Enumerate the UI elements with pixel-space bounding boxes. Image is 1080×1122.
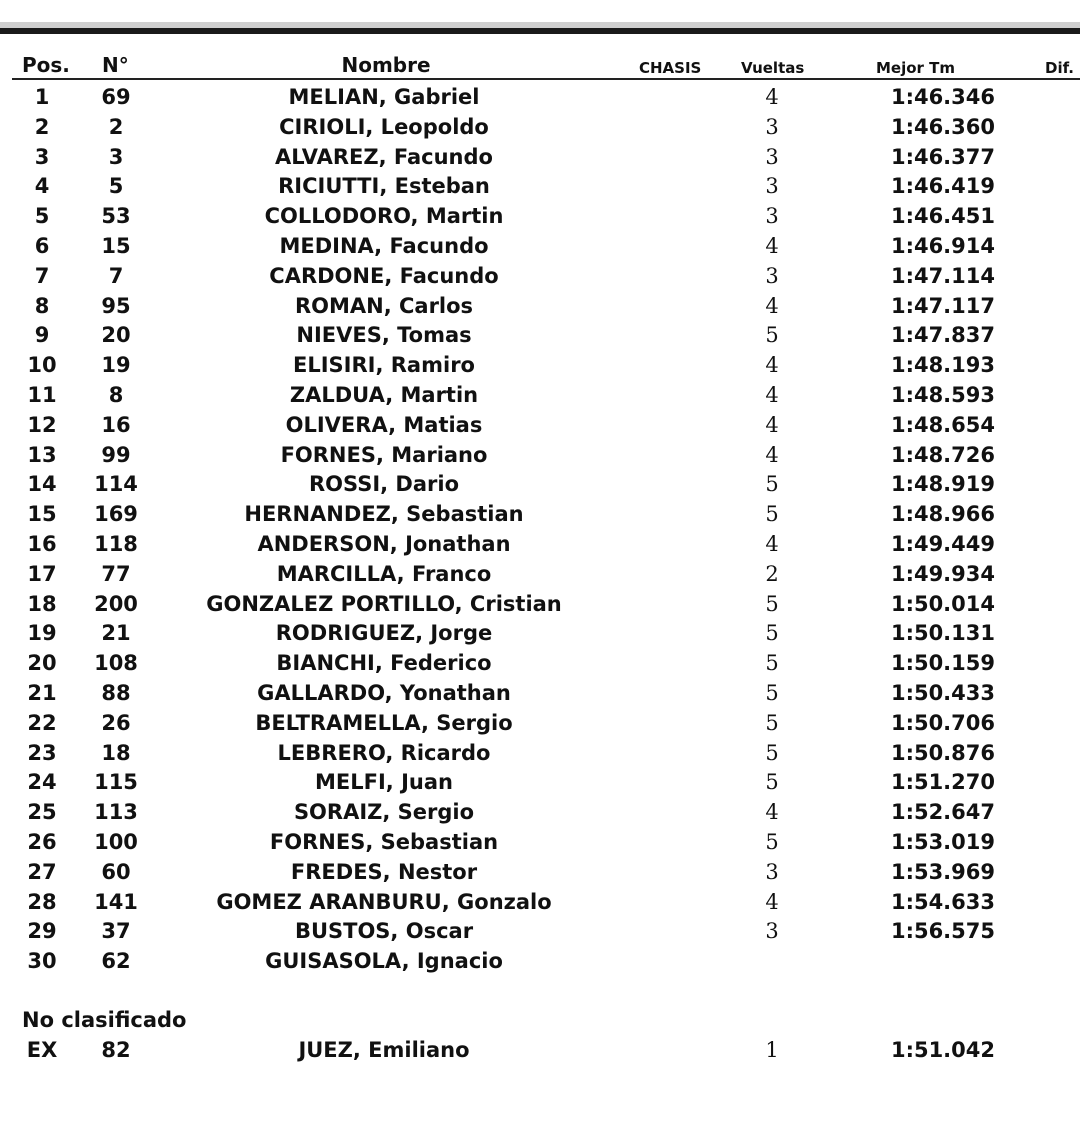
row-driver-name: FORNES, Mariano [280, 442, 488, 467]
row-car-number: 21 [101, 621, 131, 646]
table-row [0, 530, 1080, 560]
row-laps: 4 [765, 531, 779, 556]
row-position: 1 [34, 85, 50, 109]
row-driver-name: FORNES, Sebastian [269, 829, 499, 854]
row-position: 24 [27, 770, 57, 795]
row-car-number: 18 [101, 740, 131, 765]
row-position: 16 [27, 531, 57, 556]
table-row [0, 143, 1080, 173]
row-car-number: 16 [101, 412, 131, 437]
header-laps: Vueltas [741, 59, 805, 77]
row-position: 6 [34, 233, 50, 258]
header-best-time: Mejor Tm [876, 59, 956, 77]
header-name: Nombre [341, 53, 431, 77]
row-laps: 1 [765, 1038, 779, 1062]
row-car-number: 113 [94, 800, 138, 825]
row-car-number: 118 [94, 531, 138, 556]
row-position: 3 [34, 144, 50, 169]
row-car-number: 200 [94, 591, 138, 616]
row-best-time: 1:48.919 [890, 472, 995, 497]
row-best-time: 1:53.019 [890, 829, 995, 854]
row-best-time: 1:46.346 [890, 85, 995, 109]
row-position: 18 [27, 591, 57, 616]
row-position: 17 [27, 561, 57, 586]
row-car-number: 169 [94, 502, 138, 527]
row-driver-name: JUEZ, Emiliano [298, 1038, 470, 1062]
row-driver-name: MEDINA, Facundo [279, 233, 489, 258]
row-laps: 4 [765, 85, 779, 109]
header-difference: Dif. [1045, 59, 1074, 77]
row-driver-name: MARCILLA, Franco [276, 561, 492, 586]
table-row [0, 381, 1080, 411]
table-row [0, 768, 1080, 798]
row-best-time: 1:50.131 [890, 621, 995, 646]
row-car-number: 7 [108, 263, 124, 288]
row-driver-name: GUISASOLA, Ignacio [265, 949, 503, 974]
table-row [0, 1036, 1080, 1066]
table-row [0, 262, 1080, 292]
table-row [0, 917, 1080, 947]
row-driver-name: GOMEZ ARANBURU, Gonzalo [216, 889, 552, 914]
row-car-number: 3 [108, 144, 124, 169]
row-laps: 3 [765, 114, 779, 139]
row-driver-name: SORAIZ, Sergio [293, 800, 475, 825]
row-driver-name: NIEVES, Tomas [296, 323, 472, 348]
table-row [0, 619, 1080, 649]
row-best-time: 1:50.433 [890, 680, 995, 705]
table-row [0, 947, 1080, 977]
row-laps: 5 [765, 740, 779, 765]
table-row [0, 411, 1080, 441]
row-car-number: 141 [94, 889, 138, 914]
row-car-number: 100 [94, 829, 138, 854]
row-car-number: 60 [101, 859, 131, 884]
row-laps: 5 [765, 323, 779, 348]
header-underline [12, 78, 1080, 80]
row-position: 15 [27, 502, 57, 527]
table-row [0, 441, 1080, 471]
row-best-time: 1:46.419 [890, 174, 995, 199]
row-position: 25 [27, 800, 57, 825]
row-driver-name: COLLODORO, Martin [264, 204, 504, 229]
table-row [0, 709, 1080, 739]
row-driver-name: ZALDUA, Martin [289, 382, 479, 407]
table-row [0, 649, 1080, 679]
header-pos: Pos. [22, 53, 70, 77]
row-car-number: 15 [101, 233, 131, 258]
row-position: 9 [34, 323, 50, 348]
row-driver-name: CARDONE, Facundo [269, 263, 499, 288]
table-row [0, 202, 1080, 232]
row-car-number: 37 [101, 919, 131, 944]
table-row [0, 560, 1080, 590]
row-driver-name: ANDERSON, Jonathan [257, 531, 511, 556]
row-driver-name: HERNANDEZ, Sebastian [244, 502, 524, 527]
row-best-time: 1:51.270 [890, 770, 995, 795]
row-driver-name: LEBRERO, Ricardo [277, 740, 491, 765]
row-best-time: 1:50.159 [890, 651, 995, 676]
row-driver-name: MELIAN, Gabriel [288, 85, 480, 109]
row-position: 28 [27, 889, 57, 914]
row-best-time: 1:46.377 [890, 144, 995, 169]
row-laps: 4 [765, 800, 779, 825]
row-best-time: 1:47.837 [890, 323, 995, 348]
row-best-time: 1:47.117 [890, 293, 995, 318]
row-car-number: 69 [101, 85, 131, 109]
row-position: 30 [27, 949, 57, 974]
row-best-time: 1:50.876 [890, 740, 995, 765]
row-best-time: 1:48.654 [890, 412, 995, 437]
row-laps: 4 [765, 442, 779, 467]
row-car-number: 8 [108, 382, 124, 407]
row-car-number: 82 [101, 1038, 131, 1062]
header-number: N° [102, 53, 129, 77]
row-position: 21 [27, 680, 57, 705]
row-position: EX [26, 1038, 58, 1062]
row-laps: 3 [765, 204, 779, 229]
row-car-number: 2 [108, 114, 124, 139]
row-best-time: 1:48.193 [890, 353, 995, 378]
table-row [0, 113, 1080, 143]
row-laps: 3 [765, 859, 779, 884]
row-position: 29 [27, 919, 57, 944]
row-laps: 5 [765, 651, 779, 676]
row-driver-name: CIRIOLI, Leopoldo [279, 114, 489, 139]
row-car-number: 20 [101, 323, 131, 348]
row-laps: 4 [765, 412, 779, 437]
row-driver-name: BUSTOS, Oscar [294, 919, 474, 944]
row-position: 12 [27, 412, 57, 437]
row-car-number: 115 [94, 770, 138, 795]
table-row [0, 500, 1080, 530]
table-row [0, 292, 1080, 322]
row-laps: 3 [765, 263, 779, 288]
table-row [0, 858, 1080, 888]
row-driver-name: GALLARDO, Yonathan [257, 680, 511, 705]
row-car-number: 62 [101, 949, 131, 974]
row-position: 7 [34, 263, 50, 288]
row-position: 22 [27, 710, 57, 735]
row-best-time: 1:56.575 [890, 919, 995, 944]
row-car-number: 95 [101, 293, 131, 318]
header-chasis: CHASIS [639, 59, 702, 77]
row-laps: 3 [765, 174, 779, 199]
row-laps: 4 [765, 293, 779, 318]
row-laps: 5 [765, 502, 779, 527]
row-laps: 4 [765, 233, 779, 258]
row-position: 8 [34, 293, 50, 318]
not-classified-table [0, 1036, 1080, 1066]
row-best-time: 1:48.593 [890, 382, 995, 407]
row-best-time: 1:54.633 [890, 889, 995, 914]
row-driver-name: GONZALEZ PORTILLO, Cristian [206, 591, 562, 616]
row-driver-name: ROMAN, Carlos [294, 293, 474, 318]
page-top-rule [0, 28, 1080, 34]
row-best-time: 1:50.706 [890, 710, 995, 735]
table-row [0, 172, 1080, 202]
table-row [0, 321, 1080, 351]
row-laps: 5 [765, 680, 779, 705]
row-driver-name: MELFI, Juan [315, 770, 453, 795]
table-row [0, 590, 1080, 620]
row-laps: 3 [765, 919, 779, 944]
row-best-time: 1:51.042 [890, 1038, 995, 1062]
table-row [0, 351, 1080, 381]
row-laps: 5 [765, 591, 779, 616]
row-laps: 5 [765, 770, 779, 795]
row-position: 27 [27, 859, 57, 884]
row-best-time: 1:46.914 [890, 233, 995, 258]
row-driver-name: FREDES, Nestor [290, 859, 478, 884]
row-car-number: 99 [101, 442, 131, 467]
row-best-time: 1:48.966 [890, 502, 995, 527]
row-position: 10 [27, 353, 57, 378]
table-row [0, 470, 1080, 500]
table-row [0, 83, 1080, 113]
row-position: 5 [34, 204, 50, 229]
row-car-number: 114 [94, 472, 138, 497]
row-car-number: 5 [108, 174, 124, 199]
row-car-number: 88 [101, 680, 131, 705]
row-laps: 5 [765, 710, 779, 735]
row-best-time: 1:49.449 [890, 531, 995, 556]
row-position: 2 [34, 114, 50, 139]
row-laps: 5 [765, 621, 779, 646]
table-row [0, 232, 1080, 262]
row-position: 20 [27, 651, 57, 676]
row-laps: 4 [765, 889, 779, 914]
not-classified-label: No clasificado [22, 1008, 187, 1032]
row-laps: 4 [765, 382, 779, 407]
results-table-header [0, 50, 1080, 80]
row-best-time: 1:50.014 [890, 591, 995, 616]
table-row [0, 798, 1080, 828]
row-car-number: 19 [101, 353, 131, 378]
row-driver-name: BELTRAMELLA, Sergio [255, 710, 513, 735]
row-best-time: 1:46.360 [890, 114, 995, 139]
table-row [0, 679, 1080, 709]
row-laps: 5 [765, 829, 779, 854]
row-driver-name: ELISIRI, Ramiro [293, 353, 475, 378]
row-position: 19 [27, 621, 57, 646]
row-laps: 3 [765, 144, 779, 169]
row-laps: 4 [765, 353, 779, 378]
row-position: 14 [27, 472, 57, 497]
row-position: 26 [27, 829, 57, 854]
top-margin [0, 0, 1080, 22]
row-driver-name: OLIVERA, Matias [285, 412, 483, 437]
table-row [0, 828, 1080, 858]
row-driver-name: RODRIGUEZ, Jorge [275, 621, 493, 646]
row-best-time: 1:48.726 [890, 442, 995, 467]
row-best-time: 1:53.969 [890, 859, 995, 884]
table-row [0, 888, 1080, 918]
row-driver-name: RICIUTTI, Esteban [278, 174, 490, 199]
row-best-time: 1:49.934 [890, 561, 995, 586]
row-position: 13 [27, 442, 57, 467]
row-best-time: 1:52.647 [890, 800, 995, 825]
row-position: 23 [27, 740, 57, 765]
row-car-number: 108 [94, 651, 138, 676]
row-driver-name: ALVAREZ, Facundo [275, 144, 493, 169]
row-car-number: 77 [101, 561, 131, 586]
row-car-number: 53 [101, 204, 131, 229]
row-best-time: 1:47.114 [890, 263, 995, 288]
row-car-number: 26 [101, 710, 131, 735]
row-position: 11 [27, 382, 57, 407]
results-table-body [0, 83, 1080, 977]
row-driver-name: ROSSI, Dario [308, 472, 460, 497]
row-laps: 2 [765, 561, 779, 586]
row-driver-name: BIANCHI, Federico [276, 651, 492, 676]
row-laps: 5 [765, 472, 779, 497]
row-position: 4 [34, 174, 50, 199]
table-row [0, 739, 1080, 769]
row-best-time: 1:46.451 [890, 204, 995, 229]
